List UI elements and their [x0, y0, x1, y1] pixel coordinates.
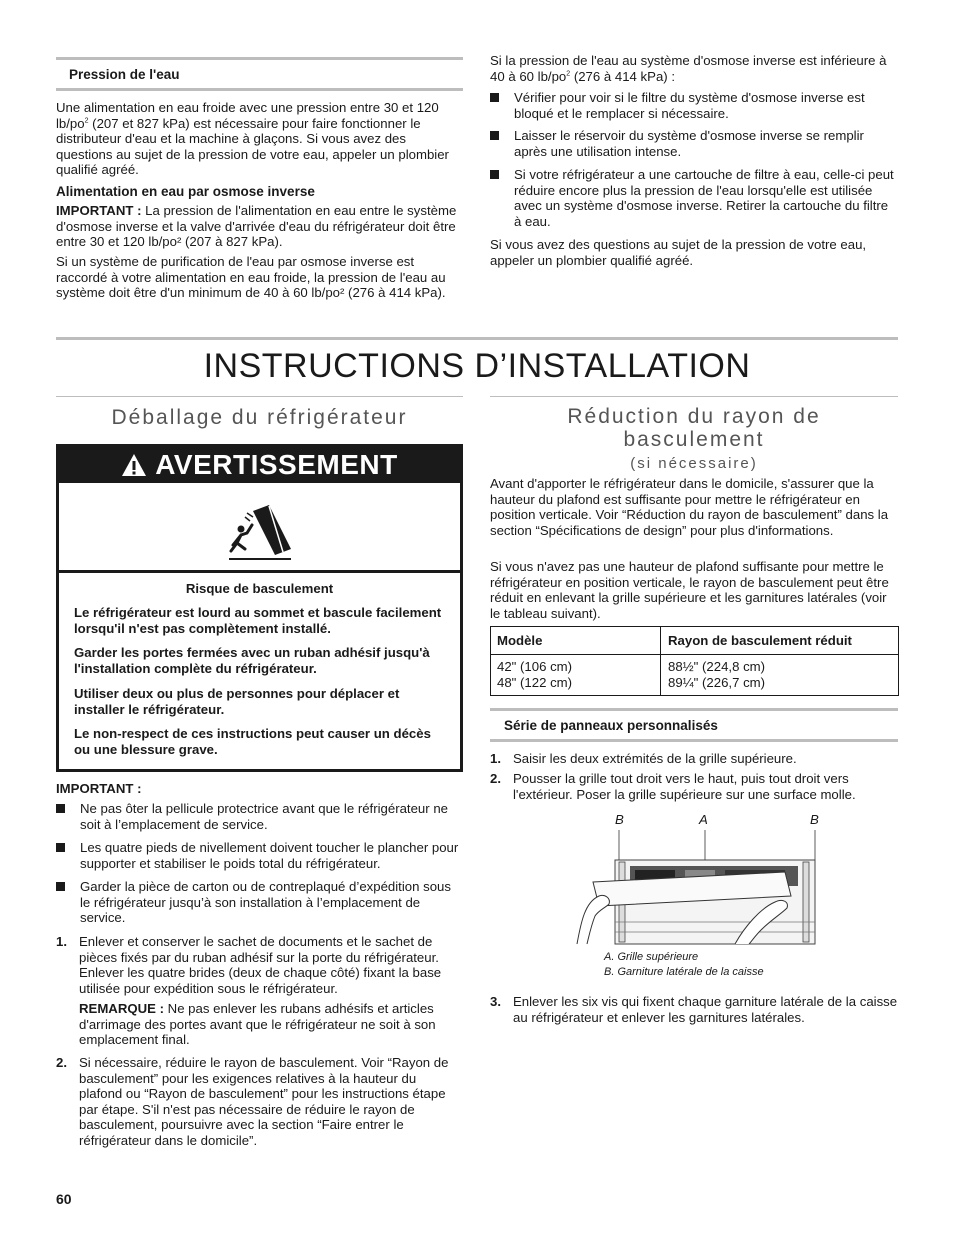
warning-line: Utiliser deux ou plus de personnes pour déplacer et installer le réfrigérateur.: [74, 686, 400, 717]
figure-label-a: A: [699, 812, 708, 827]
important-label: IMPORTANT :: [56, 203, 142, 218]
warning-triangle-icon: [121, 453, 147, 477]
list-item: Les quatre pieds de nivellement doivent toucher le plancher pour supporter et stabiliser le poids total du réfrigérateur.: [56, 840, 462, 871]
rule-custom-panel-2: [490, 739, 898, 742]
rule-top-left-2: [56, 88, 463, 91]
rule-custom-panel: [490, 708, 898, 711]
warning-line: Garder les portes fermées avec un ruban adhésif jusqu'à l'installation complète du réfrigérateur.: [74, 645, 430, 676]
note-label: REMARQUE :: [79, 1001, 164, 1016]
rule-right-section: [490, 396, 898, 397]
list-item: Garder la pièce de carton ou de contreplaqué d’expédition sous le réfrigérateur jusqu’à son installation à l’emplacement de service.: [56, 879, 462, 926]
list-item: Ne pas ôter la pellicule protectrice avant que le réfrigérateur ne soit à l’emplacement de service.: [56, 801, 462, 832]
heading-custom-panel: Série de panneaux personnalisés: [504, 718, 718, 733]
bullet-square-icon: [490, 131, 499, 140]
rule-main: [56, 337, 898, 340]
grille-removal-illustration: [575, 826, 825, 946]
list-item: Vérifier pour voir si le filtre du système d'osmose inverse est bloqué et le remplacer si nécessaire.: [490, 90, 898, 121]
table-header-radius: Rayon de basculement réduit: [668, 633, 852, 648]
warning-header: [59, 447, 460, 483]
note-paragraph: [79, 1001, 462, 1048]
step-2: 2. Si nécessaire, réduire le rayon de basculement. Voir “Rayon de basculement” pour les exigences relatives à la hauteur du plafond ou “Rayon de basculement” pour les instructions étape par étape. S'il n'est pas nécessaire de réduire le rayon de basculement, poursuivre avec la section “Faire entrer le réfrigérateur dans le domicile”.: [56, 1055, 449, 1148]
warning-title: AVERTISSEMENT: [155, 449, 398, 480]
warning-risk: Risque de basculement: [185, 581, 334, 596]
figure-caption-a: A. Grille supérieure: [604, 951, 699, 963]
bullet-square-icon: [490, 93, 499, 102]
warning-box: [56, 444, 463, 772]
section-subtitle: (si nécessaire): [630, 455, 758, 472]
bullet-square-icon: [490, 170, 499, 179]
tilt-paragraph-1: Avant d'apporter le réfrigérateur dans le domicile, s'assurer que la hauteur du plafond est suffisante pour mettre le réfrigérateur en position verticale. Voir “Réduction du rayon de basculement” dans la section “Spécifications de design” pour plus d'informations.: [490, 476, 889, 538]
tilt-paragraph-2: Si vous n'avez pas une hauteur de plafond suffisante pour mettre le réfrigérateur en position verticale, le rayon de basculement peut être réduit en enlevant la grille supérieure et les garnitures latérales (voir le tableau suivant).: [490, 559, 889, 621]
tip-over-icon: [225, 503, 295, 563]
low-pressure-closing: Si vous avez des questions au sujet de la pression de votre eau, appeler un plombier qualifié agréé.: [490, 237, 867, 268]
list-item: Si votre réfrigérateur a une cartouche de filtre à eau, celle-ci peut réduire encore plus la pression de l'eau lorsqu'elle est utilisée avec un système d'osmose inverse. Retirer la cartouche du filtre à eau.: [490, 167, 898, 229]
section-title-tilt-2: basculement: [623, 428, 765, 451]
reverse-osmosis-paragraph: Si un système de purification de l'eau par osmose inverse est raccordé à votre alimentation en eau froide, la pression de l'eau au système doit être d'un minimum de 40 à 60 lb/po² (276 à 414 kPa).: [56, 254, 446, 301]
important-text: La pression de l'alimentation en eau entre le système d'osmose inverse et la valve d'arrivée d'eau du réfrigérateur doit être entre 30 et 120 lb/po² (207 à 827 kPa).: [56, 203, 457, 250]
bullet-square-icon: [56, 804, 65, 813]
table-cell: 89¼" (226,7 cm): [668, 675, 766, 690]
warning-line: Le non-respect de ces instructions peut causer un décès ou une blessure grave.: [74, 726, 431, 757]
step-1: 1. Enlever et conserver le sachet de documents et le sachet de pièces fixés par du ruban adhésif sur la porte du réfrigérateur. Enlever les quatre brides (deux de chaque côté) fixant la base utilisée pour expédition sous le réfrigérateur.: [56, 934, 442, 996]
important-paragraph: [56, 203, 462, 250]
step-r2: 2. Pousser la grille tout droit vers le haut, puis tout droit vers l'extérieur. Poser la grille supérieure sur une surface molle.: [490, 771, 856, 802]
note-text: Ne pas enlever les rubans adhésifs et articles d'arrimage des portes avant que le réfrigérateur ne soit à son emplacement final.: [79, 1001, 436, 1048]
tilt-table: [490, 626, 899, 696]
table-header-model: Modèle: [497, 633, 543, 648]
section-title-unpacking: Déballage du réfrigérateur: [111, 406, 408, 429]
low-pressure-intro: [490, 53, 898, 84]
rule-top-left: [56, 57, 463, 60]
bullet-square-icon: [56, 882, 65, 891]
heading-water-pressure: Pression de l'eau: [69, 67, 180, 82]
step-r3: 3. Enlever les six vis qui fixent chaque garniture latérale de la caisse au réfrigérateur et enlever les garnitures latérales.: [490, 994, 898, 1025]
table-cell: 88½" (224,8 cm): [668, 659, 766, 674]
para1-a: Une alimentation en eau froide avec une pression entre 30 et 120 lb/po: [56, 100, 439, 131]
rule-left-section: [56, 396, 463, 397]
list-item: Laisser le réservoir du système d'osmose inverse se remplir après une utilisation intense.: [490, 128, 898, 159]
warning-line: Le réfrigérateur est lourd au sommet et bascule facilement lorsqu'il n'est pas complètement installé.: [74, 605, 442, 636]
para1-sup: 2: [84, 117, 89, 125]
intro-b: (276 à 414 kPa) :: [570, 68, 676, 84]
figure-caption-b: B. Garniture latérale de la caisse: [604, 966, 764, 978]
warning-icon-area: [59, 483, 460, 573]
page-number: 60: [56, 1191, 72, 1207]
bullet-square-icon: [56, 843, 65, 852]
table-divider: [660, 627, 661, 695]
para1-b: (207 et 827 kPa) est nécessaire pour faire fonctionner le distributeur d'eau et la machine à glaçons. Si vous avez des questions au sujet de la pression de votre eau, appeler un plombier qualifié agréé.: [56, 115, 449, 178]
intro-a: Si la pression de l'eau au système d'osmose inverse est inférieure à 40 à 60 lb/po: [490, 53, 887, 84]
figure-label-b-left: B: [615, 812, 624, 827]
water-pressure-paragraph: [56, 100, 462, 178]
figure-label-b-right: B: [810, 812, 819, 827]
step-r1: 1. Saisir les deux extrémités de la grille supérieure.: [490, 751, 797, 766]
section-title-tilt-1: Réduction du rayon de: [567, 405, 821, 428]
heading-reverse-osmosis: Alimentation en eau par osmose inverse: [56, 184, 315, 199]
table-cell: 48" (122 cm): [497, 675, 573, 690]
intro-sup: 2: [566, 70, 571, 78]
page-title: INSTRUCTIONS D’INSTALLATION: [203, 347, 751, 385]
important-label-2: IMPORTANT :: [56, 781, 142, 796]
table-cell: 42" (106 cm): [497, 659, 573, 674]
